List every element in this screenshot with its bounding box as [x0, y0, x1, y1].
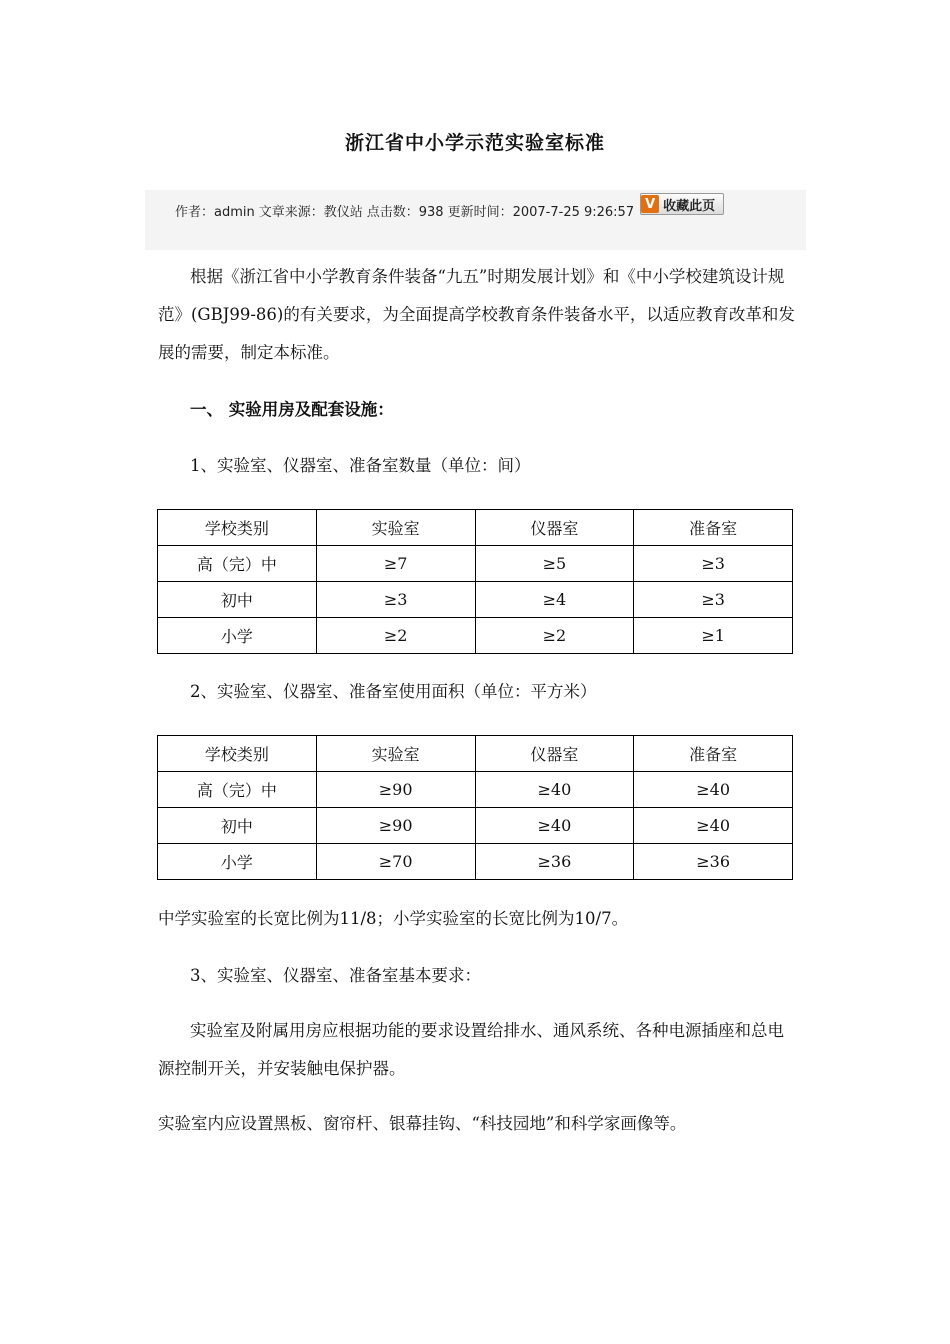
item-3-heading: 3、实验室、仪器室、准备室基本要求：: [190, 966, 481, 985]
table-cell: 高（完）中: [158, 546, 317, 582]
table-cell: ≥70: [316, 844, 475, 880]
table-header-cell: 学校类别: [158, 736, 317, 772]
table-header-row: [158, 736, 793, 772]
room-count-table: [157, 509, 793, 654]
table-cell: 初中: [158, 582, 317, 618]
table-cell: ≥2: [316, 618, 475, 654]
table-row: [158, 808, 793, 844]
table-cell: 小学: [158, 844, 317, 880]
requirement-paragraph-2: 实验室内应设置黑板、窗帘杆、银幕挂钩、“科技园地”和科学家画像等。: [158, 1114, 687, 1133]
table-cell: ≥4: [475, 582, 634, 618]
table-cell: ≥3: [634, 582, 793, 618]
table-row: [158, 546, 793, 582]
table-cell: 小学: [158, 618, 317, 654]
table-header-cell: 仪器室: [475, 510, 634, 546]
table-cell: ≥40: [475, 772, 634, 808]
table-header-cell: 实验室: [316, 736, 475, 772]
table-cell: ≥40: [634, 772, 793, 808]
table-cell: ≥40: [634, 808, 793, 844]
section-heading: 一、 实验用房及配套设施：: [190, 400, 394, 419]
meta-line: [175, 196, 728, 221]
room-area-table: [157, 735, 793, 880]
table-row: [158, 582, 793, 618]
table-cell: ≥40: [475, 808, 634, 844]
table-cell: ≥2: [475, 618, 634, 654]
table-cell: ≥5: [475, 546, 634, 582]
table-cell: ≥90: [316, 772, 475, 808]
table-cell: 初中: [158, 808, 317, 844]
bookmark-label: 收藏此页: [663, 198, 716, 214]
table-cell: ≥90: [316, 808, 475, 844]
table-cell: ≥3: [634, 546, 793, 582]
meta-clicks: 点击数：938: [366, 204, 444, 220]
table-header-row: [158, 510, 793, 546]
table-cell: ≥36: [634, 844, 793, 880]
table-header-cell: 仪器室: [475, 736, 634, 772]
page-title: 浙江省中小学示范实验室标准: [344, 132, 605, 154]
intro-paragraph: 根据《浙江省中小学教育条件装备“九五”时期发展计划》和《中小学校建筑设计规范》(GBJ99-86)的有关要求，为全面提高学校教育条件装备水平，以适应教育改革和发展的需要，制定本标准。: [158, 267, 795, 362]
table-row: [158, 844, 793, 880]
table-cell: 高（完）中: [158, 772, 317, 808]
table-cell: ≥36: [475, 844, 634, 880]
ratio-paragraph: 中学实验室的长宽比例为11/8；小学实验室的长宽比例为10/7。: [158, 909, 629, 928]
table-header-cell: 学校类别: [158, 510, 317, 546]
meta-author: 作者：admin: [175, 204, 255, 220]
v-bookmark-icon: V: [641, 195, 659, 213]
article-meta-bar: [145, 190, 806, 250]
table-row: [158, 618, 793, 654]
table-cell: ≥3: [316, 582, 475, 618]
table-header-cell: 实验室: [316, 510, 475, 546]
table-header-cell: 准备室: [634, 736, 793, 772]
item-2-heading: 2、实验室、仪器室、准备室使用面积（单位：平方米）: [190, 682, 597, 701]
meta-updated: 更新时间：2007-7-25 9:26:57: [447, 204, 635, 220]
table-row: [158, 772, 793, 808]
bookmark-page-button[interactable]: [640, 193, 724, 215]
table-header-cell: 准备室: [634, 510, 793, 546]
meta-source: 文章来源：教仪站: [258, 204, 363, 220]
table-cell: ≥7: [316, 546, 475, 582]
requirement-paragraph-1: 实验室及附属用房应根据功能的要求设置给排水、通风系统、各种电源插座和总电源控制开关，并安装触电保护器。: [158, 1021, 784, 1078]
item-1-heading: 1、实验室、仪器室、准备室数量（单位：间）: [190, 456, 531, 475]
table-cell: ≥1: [634, 618, 793, 654]
